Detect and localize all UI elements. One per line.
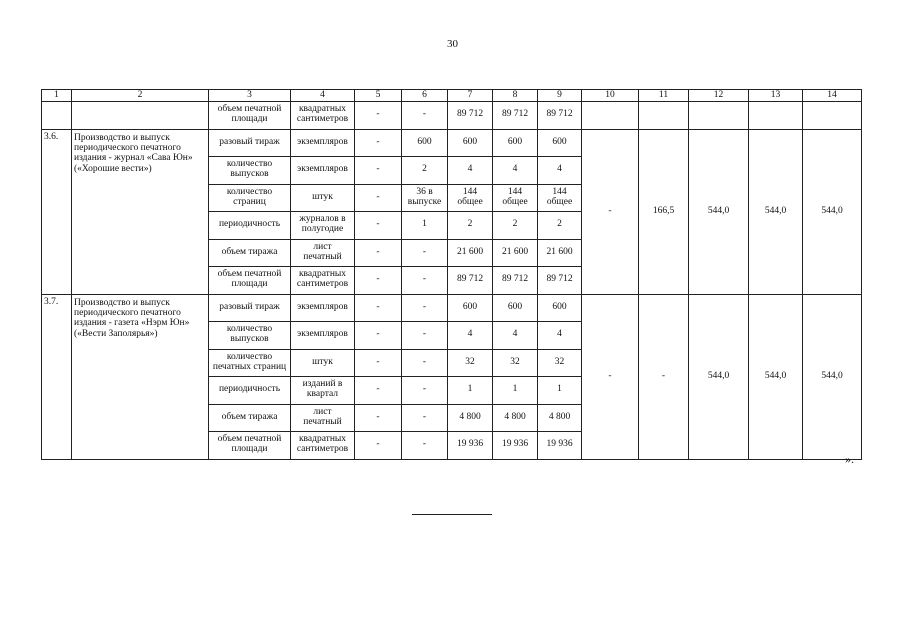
value-cell: -: [582, 294, 639, 459]
value-cell: -: [402, 349, 448, 377]
value-cell: 21 600: [448, 239, 493, 267]
col-header: 9: [538, 90, 582, 102]
col-header: 2: [72, 90, 209, 102]
unit-cell: лист печатный: [291, 239, 355, 267]
value-cell: 144 общее: [538, 184, 582, 212]
value-cell: 32: [448, 349, 493, 377]
unit-cell: квадратных сантиметров: [291, 102, 355, 130]
value-cell: -: [355, 404, 402, 432]
value-cell: 4 800: [538, 404, 582, 432]
value-cell: 4: [448, 322, 493, 350]
value-cell: 4: [448, 157, 493, 185]
value-cell: 144 общее: [448, 184, 493, 212]
indicator-cell: объем печатной площади: [209, 432, 291, 460]
unit-cell: лист печатный: [291, 404, 355, 432]
value-cell: 166,5: [639, 129, 689, 294]
unit-cell: экземпляров: [291, 157, 355, 185]
value-cell: -: [355, 322, 402, 350]
value-cell: -: [402, 102, 448, 130]
indicator-cell: разовый тираж: [209, 129, 291, 157]
empty-cell: [689, 102, 749, 130]
value-cell: 1: [448, 377, 493, 405]
value-cell: -: [355, 294, 402, 322]
value-cell: -: [355, 267, 402, 295]
value-cell: 32: [538, 349, 582, 377]
value-cell: -: [639, 294, 689, 459]
indicator-cell: объем печатной площади: [209, 102, 291, 130]
value-cell: -: [355, 102, 402, 130]
unit-cell: штук: [291, 184, 355, 212]
value-cell: -: [355, 129, 402, 157]
indicator-cell: количество выпусков: [209, 157, 291, 185]
value-cell: -: [355, 432, 402, 460]
value-cell: 32: [493, 349, 538, 377]
document-table: [41, 89, 862, 460]
value-cell: -: [355, 239, 402, 267]
indicator-cell: объем тиража: [209, 239, 291, 267]
col-header: 7: [448, 90, 493, 102]
value-cell: -: [582, 129, 639, 294]
indicator-cell: разовый тираж: [209, 294, 291, 322]
header-row: [42, 90, 862, 102]
unit-cell: экземпляров: [291, 322, 355, 350]
unit-cell: экземпляров: [291, 294, 355, 322]
empty-cell: [803, 102, 862, 130]
value-cell: -: [402, 294, 448, 322]
value-cell: -: [355, 377, 402, 405]
value-cell: -: [355, 157, 402, 185]
value-cell: 544,0: [749, 294, 803, 459]
empty-cell: [639, 102, 689, 130]
table-row: [42, 294, 862, 322]
value-cell: 36 в выпуске: [402, 184, 448, 212]
value-cell: 600: [538, 129, 582, 157]
unit-cell: квадратных сантиметров: [291, 267, 355, 295]
indicator-cell: периодичность: [209, 212, 291, 240]
value-cell: 544,0: [689, 129, 749, 294]
value-cell: 2: [538, 212, 582, 240]
value-cell: 19 936: [448, 432, 493, 460]
col-header: 5: [355, 90, 402, 102]
value-cell: 544,0: [689, 294, 749, 459]
indicator-cell: количество печатных страниц: [209, 349, 291, 377]
unit-cell: изданий в квартал: [291, 377, 355, 405]
section-number: 3.6.: [42, 129, 72, 294]
value-cell: 1: [402, 212, 448, 240]
unit-cell: штук: [291, 349, 355, 377]
col-header: 4: [291, 90, 355, 102]
value-cell: 144 общее: [493, 184, 538, 212]
section-name: Производство и выпуск периодического печатного издания - газета «Нэрм Юн» («Вести Заполярья»): [72, 294, 209, 459]
page-number: 30: [447, 38, 458, 50]
table-row: [42, 102, 862, 130]
col-header: 13: [749, 90, 803, 102]
col-header: 1: [42, 90, 72, 102]
indicator-cell: объем печатной площади: [209, 267, 291, 295]
value-cell: 4 800: [493, 404, 538, 432]
col-header: 8: [493, 90, 538, 102]
indicator-cell: количество выпусков: [209, 322, 291, 350]
value-cell: 21 600: [538, 239, 582, 267]
end-rule: [412, 514, 492, 515]
value-cell: 89 712: [538, 267, 582, 295]
col-header: 10: [582, 90, 639, 102]
value-cell: 600: [493, 129, 538, 157]
value-cell: 1: [538, 377, 582, 405]
value-cell: 89 712: [538, 102, 582, 130]
value-cell: 2: [493, 212, 538, 240]
value-cell: 600: [448, 129, 493, 157]
value-cell: 544,0: [803, 294, 862, 459]
value-cell: -: [402, 322, 448, 350]
value-cell: -: [402, 404, 448, 432]
value-cell: 4: [538, 157, 582, 185]
col-header: 6: [402, 90, 448, 102]
value-cell: 89 712: [448, 102, 493, 130]
col-header: 12: [689, 90, 749, 102]
col-header: 11: [639, 90, 689, 102]
value-cell: 19 936: [538, 432, 582, 460]
value-cell: 4: [493, 322, 538, 350]
value-cell: -: [402, 377, 448, 405]
value-cell: 2: [448, 212, 493, 240]
value-cell: -: [355, 349, 402, 377]
value-cell: -: [402, 432, 448, 460]
indicator-cell: объем тиража: [209, 404, 291, 432]
value-cell: 2: [402, 157, 448, 185]
table-row: [42, 129, 862, 157]
indicator-cell: количество страниц: [209, 184, 291, 212]
col-header: 14: [803, 90, 862, 102]
section-number: 3.7.: [42, 294, 72, 459]
empty-cell: [749, 102, 803, 130]
unit-cell: экземпляров: [291, 129, 355, 157]
section-name: Производство и выпуск периодического печатного издания - журнал «Сава Юн» («Хорошие вести»): [72, 129, 209, 294]
unit-cell: журналов в полугодие: [291, 212, 355, 240]
value-cell: 600: [538, 294, 582, 322]
unit-cell: квадратных сантиметров: [291, 432, 355, 460]
empty-cell: [72, 102, 209, 130]
indicator-cell: периодичность: [209, 377, 291, 405]
value-cell: 544,0: [749, 129, 803, 294]
value-cell: 89 712: [493, 102, 538, 130]
value-cell: -: [355, 212, 402, 240]
closing-quote-mark: ».: [845, 452, 854, 466]
empty-cell: [42, 102, 72, 130]
value-cell: 89 712: [448, 267, 493, 295]
value-cell: -: [402, 267, 448, 295]
value-cell: 19 936: [493, 432, 538, 460]
value-cell: 21 600: [493, 239, 538, 267]
value-cell: 4: [493, 157, 538, 185]
value-cell: 600: [448, 294, 493, 322]
value-cell: 600: [402, 129, 448, 157]
value-cell: 544,0: [803, 129, 862, 294]
col-header: 3: [209, 90, 291, 102]
value-cell: 600: [493, 294, 538, 322]
value-cell: -: [355, 184, 402, 212]
value-cell: 89 712: [493, 267, 538, 295]
value-cell: 1: [493, 377, 538, 405]
value-cell: 4: [538, 322, 582, 350]
empty-cell: [582, 102, 639, 130]
value-cell: 4 800: [448, 404, 493, 432]
value-cell: -: [402, 239, 448, 267]
